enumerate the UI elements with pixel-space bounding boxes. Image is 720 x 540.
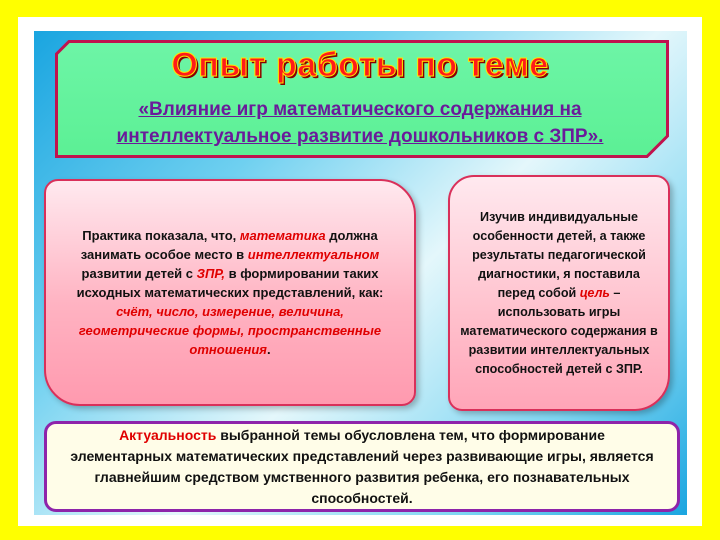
highlight-zpr: ЗПР, — [196, 266, 225, 281]
highlight-intellectual: интеллектуальном — [247, 247, 380, 262]
subtitle-line-1: «Влияние игр математического содержания на — [138, 99, 582, 120]
slide-title: Опыт работы по теме — [171, 46, 549, 84]
highlight-concepts: счёт, число, измерение, величина, геометрические формы, пространственные отношения — [78, 304, 382, 357]
practice-card — [44, 179, 416, 406]
goal-card — [448, 175, 670, 411]
relevance-body: выбранной темы обусловлена тем, что формирование элементарных математических представлений через развивающие игры, является главнейшим средством умственного развития ребенка, его познавательных способностей. — [70, 426, 654, 506]
practice-text-part: должна занимать особое место в — [80, 228, 378, 262]
subtitle-line-2: интеллектуальное развитие дошкольников с ЗПР». — [116, 126, 604, 147]
relevance-box — [44, 421, 680, 512]
practice-text-part: Практика показала, что, — [82, 228, 240, 243]
goal-text — [460, 208, 658, 379]
highlight-goal: цель — [579, 285, 610, 300]
highlight-mathematics: математика — [239, 228, 326, 243]
relevance-accent: Актуальность — [119, 426, 217, 443]
practice-text-part: . — [266, 342, 271, 357]
practice-text-part: в формировании таких исходных математических представлений, как: — [76, 266, 384, 300]
practice-text-part: развитии детей с — [81, 266, 197, 281]
practice-text — [64, 226, 396, 359]
relevance-text — [67, 425, 657, 509]
slide-subtitle — [70, 96, 650, 150]
goal-text-part: Изучив индивидуальные особенности детей, а также результаты педагогической диагностики, я поставила перед собой — [472, 209, 646, 300]
goal-text-part: – использовать игры математического содержания в развитии интеллектуальных способностей детей с ЗПР. — [460, 285, 658, 376]
